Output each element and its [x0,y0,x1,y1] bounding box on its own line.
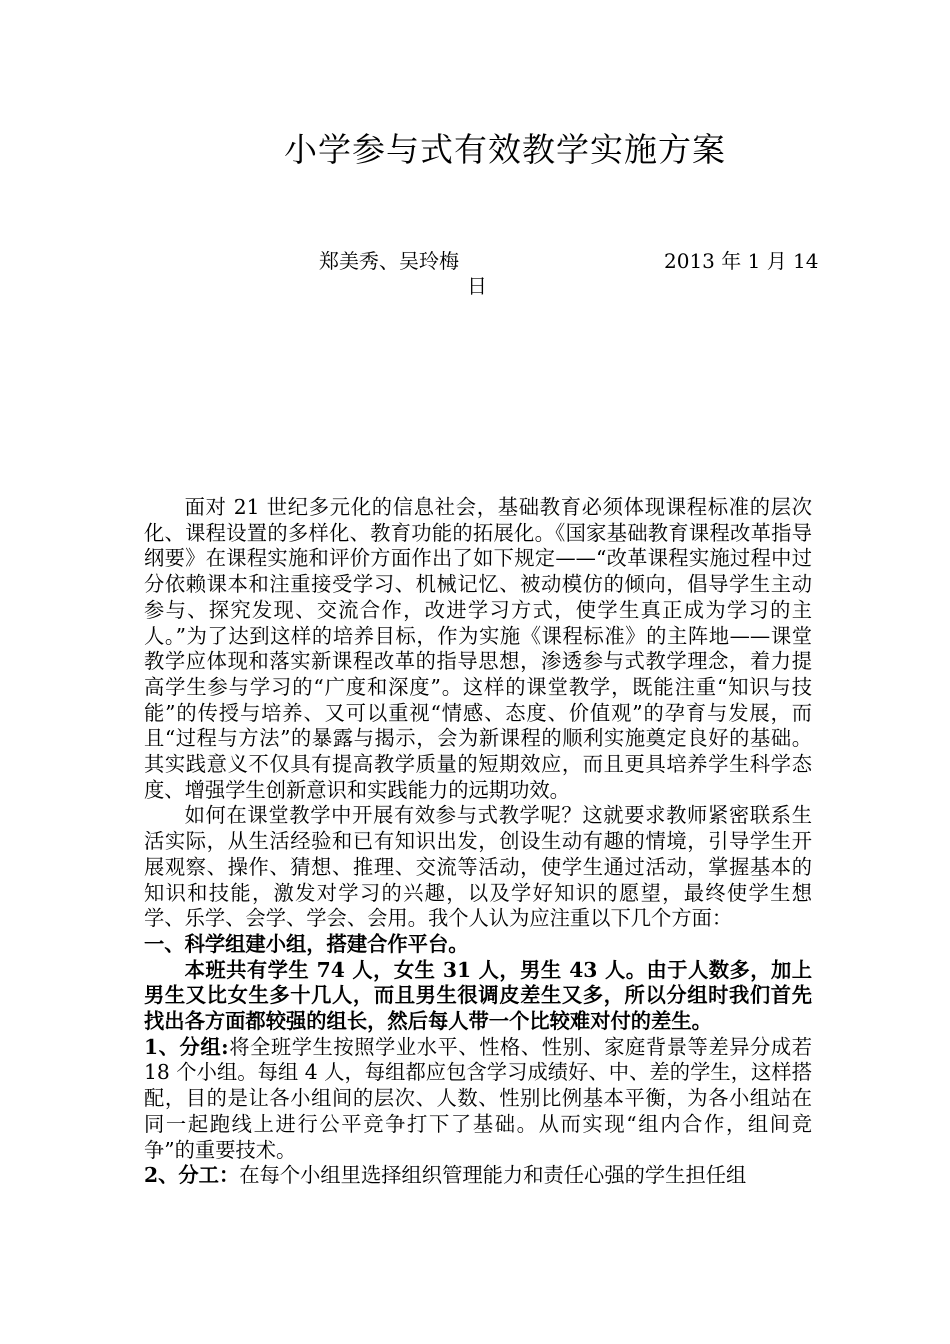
list-item-grouping [144,1035,812,1164]
list-item-division [144,1163,812,1189]
section-heading-1: 一、科学组建小组，搭建合作平台。 [144,931,469,956]
authors: 郑美秀、吴玲梅 [319,249,459,273]
paragraph-method: 如何在课堂教学中开展有效参与式教学呢？这就要求教师紧密联系生活实际，从生活经验和已有知识出发，创设生动有趣的情境，引导学生开展观察、操作、猜想、推理、交流等活动，使学生通过活动，掌握基本的知识和技能，激发对学习的兴趣，以及学好知识的愿望，最终使学生想学、乐学、会学、学会、会用。我个人认为应注重以下几个方面： [144,803,812,931]
list-item-grouping-label: 1、分组: [144,1034,229,1059]
paragraph-intro: 面对 21 世纪多元化的信息社会，基础教育必须体现课程标准的层次化、课程设置的多样化、教育功能的拓展化。《国家基础教育课程改革指导纲要》在课程实施和评价方面作出了如下规定——“改革课程实施过程中过分依赖课本和注重接受学习、机械记忆、被动模仿的倾向，倡导学生主动参与、探究发现、交流合作，改进学习方式，使学生真正成为学习的主人。”为了达到这样的培养目标，作为实施《课程标准》的主阵地——课堂教学应体现和落实新课程改革的指导思想，渗透参与式教学理念，着力提高学生参与学习的“广度和深度”。这样的课堂教学，既能注重“知识与技能”的传授与培养、又可以重视“情感、态度、价值观”的孕育与发展，而且“过程与方法”的暴露与揭示，会为新课程的顺利实施奠定良好的基础。其实践意义不仅具有提高教学质量的短期效应，而且更具培养学生科学态度、增强学生创新意识和实践能力的远期功效。 [144,495,812,802]
document-body [144,495,812,1189]
date: 2013 年 1 月 14 [664,249,819,273]
date-day: 日 [467,274,487,298]
list-item-division-text: 在每个小组里选择组织管理能力和责任心强的学生担任组 [239,1163,747,1188]
list-item-division-label: 2、分工： [144,1163,240,1188]
paragraph-class-info: 本班共有学生 74 人，女生 31 人，男生 43 人。由于人数多，加上男生又比女生多十几人，而且男生很调皮差生又多，所以分组时我们首先找出各方面都较强的组长，然后每人带一个比较难对付的差生。 [144,957,812,1034]
page-title: 小学参与式有效教学实施方案 [284,130,726,169]
list-item-grouping-text: 将全班学生按照学业水平、性格、性别、家庭背景等差异分成若 18 个小组。每组 4 人，每组都应包含学习成绩好、中、差的学生，这样搭配，目的是让各小组间的层次、人数、性别比例基本平衡，为各小组站在同一起跑线上进行公平竞争打下了基础。从而实现“组内合作，组间竞争”的重要技术。 [144,1034,812,1162]
